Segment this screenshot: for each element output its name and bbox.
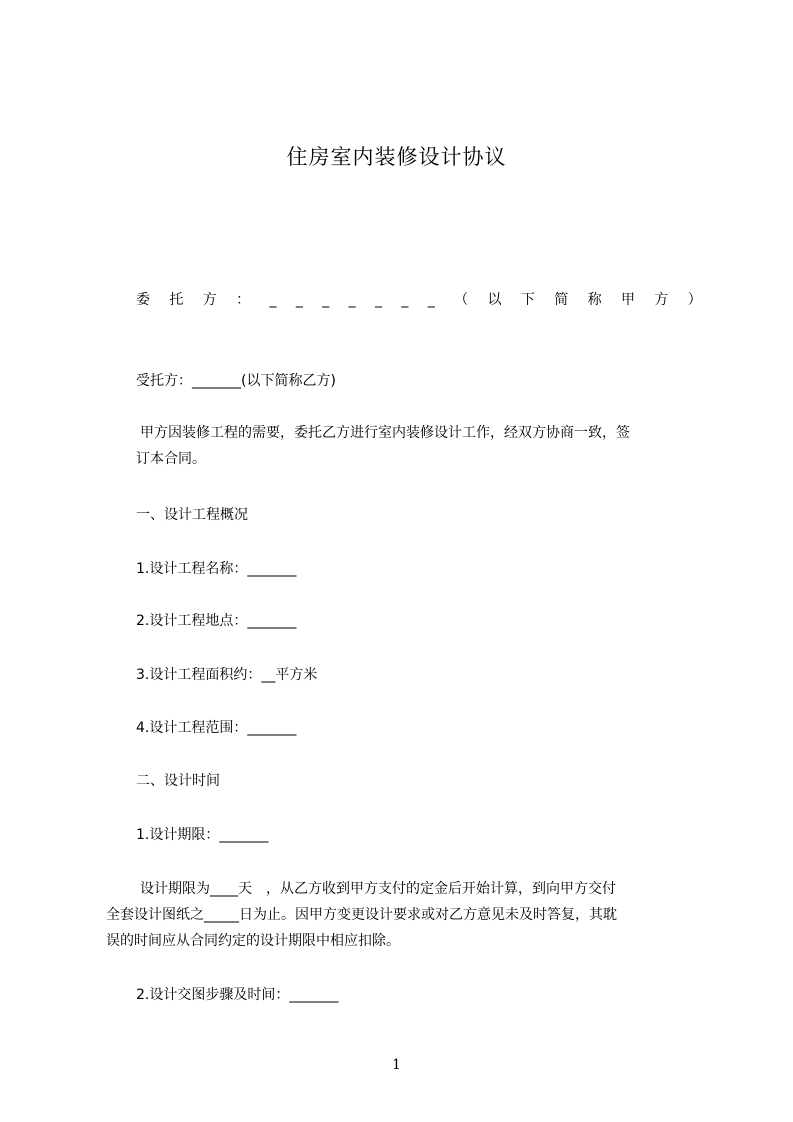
client-char: 方 — [202, 292, 217, 308]
item-project-area: 3.设计工程面积约：__平方米 — [136, 667, 318, 683]
period-line: 设计期限为____天 ，从乙方收到甲方支付的定金后开始计算，到向甲方交付 — [140, 881, 616, 897]
client-char: 以 — [487, 292, 502, 308]
intro-line: 订本合同。 — [136, 451, 206, 467]
client-char: 委 — [136, 292, 150, 308]
client-char: 方 — [654, 292, 669, 308]
client-char: _ — [348, 292, 356, 308]
client-line — [136, 290, 702, 310]
period-line: 全套设计图纸之_____日为止。因甲方变更设计要求或对乙方意见未及时答复，其耽 — [106, 907, 617, 923]
document-title: 住房室内装修设计协议 — [286, 145, 507, 169]
period-line: 误的时间应从合同约定的设计期限中相应扣除。 — [106, 933, 400, 949]
client-char: 称 — [587, 292, 602, 308]
section1-heading: 一、设计工程概况 — [136, 507, 248, 523]
client-char: _ — [427, 292, 435, 308]
page-number: 1 — [392, 1057, 401, 1073]
item-project-scope: 4.设计工程范围：_______ — [136, 720, 297, 736]
client-char: ） — [687, 292, 702, 308]
item-project-name: 1.设计工程名称：_______ — [136, 561, 297, 577]
client-char: _ — [375, 292, 382, 308]
item-project-location: 2.设计工程地点：_______ — [136, 613, 297, 629]
intro-paragraph — [136, 420, 706, 472]
client-char: 甲 — [621, 292, 635, 308]
item-submission-steps: 2.设计交图步骤及时间：_______ — [136, 987, 339, 1003]
section2-heading: 二、设计时间 — [136, 773, 220, 789]
client-char: _ — [322, 292, 330, 308]
client-char: _ — [401, 292, 409, 308]
item-design-period: 1.设计期限：_______ — [136, 827, 269, 843]
client-char: 托 — [169, 292, 184, 308]
contractor-line: 受托方：_______(以下简称乙方) — [136, 373, 336, 389]
client-char: 下 — [520, 292, 535, 308]
client-char: 简 — [554, 292, 569, 308]
client-char: （ — [454, 292, 469, 308]
intro-line: 甲方因装修工程的需要，委托乙方进行室内装修设计工作，经双方协商一致，签 — [140, 425, 630, 441]
client-char: _ — [295, 292, 303, 308]
period-paragraph — [106, 876, 706, 954]
client-char: ： — [236, 292, 251, 308]
client-char: _ — [269, 292, 277, 308]
